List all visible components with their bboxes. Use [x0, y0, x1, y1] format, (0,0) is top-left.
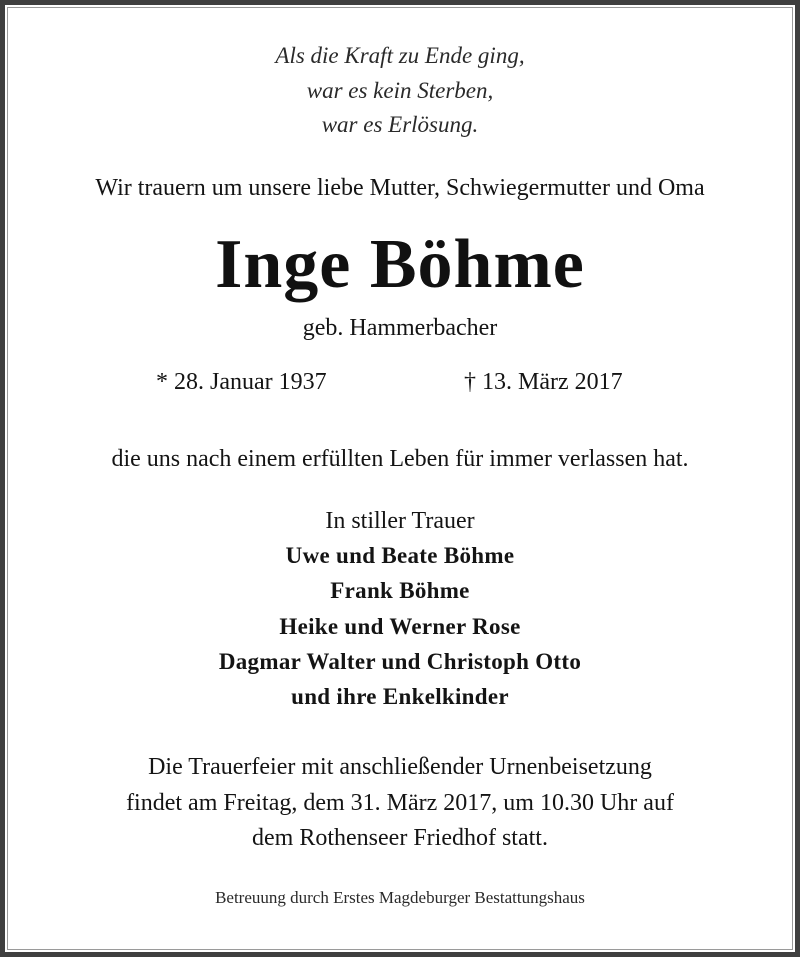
intro-text: Wir trauern um unsere liebe Mutter, Schwiegermutter und Oma: [95, 175, 705, 201]
birth-date: * 28. Januar 1937: [156, 369, 327, 395]
mourner-1: Uwe und Beate Böhme: [285, 543, 515, 568]
mourner-5: und ihre Enkelkinder: [291, 684, 509, 709]
mourner-3: Heike und Werner Rose: [279, 614, 521, 639]
quote-line-1: Als die Kraft zu Ende ging,: [275, 43, 525, 68]
deceased-name: Inge Böhme: [215, 226, 585, 303]
mourners-lead: In stiller Trauer: [325, 508, 475, 534]
quote-line-3: war es Erlösung.: [321, 112, 479, 137]
footer-text: Betreuung durch Erstes Magdeburger Bestattungshaus: [215, 888, 585, 907]
funeral-line-1: Die Trauerfeier mit anschließender Urnenbeisetzung: [148, 754, 652, 780]
death-date: † 13. März 2017: [464, 369, 623, 395]
mourner-2: Frank Böhme: [330, 578, 470, 603]
maiden-name: geb. Hammerbacher: [302, 315, 498, 341]
mourner-4: Dagmar Walter und Christoph Otto: [218, 649, 582, 674]
quote-line-2: war es kein Sterben,: [306, 78, 494, 103]
funeral-line-3: dem Rothenseer Friedhof statt.: [252, 825, 548, 851]
statement-text: die uns nach einem erfüllten Leben für immer verlassen hat.: [111, 446, 689, 472]
funeral-line-2: findet am Freitag, dem 31. März 2017, um 10.30 Uhr auf: [126, 790, 674, 816]
